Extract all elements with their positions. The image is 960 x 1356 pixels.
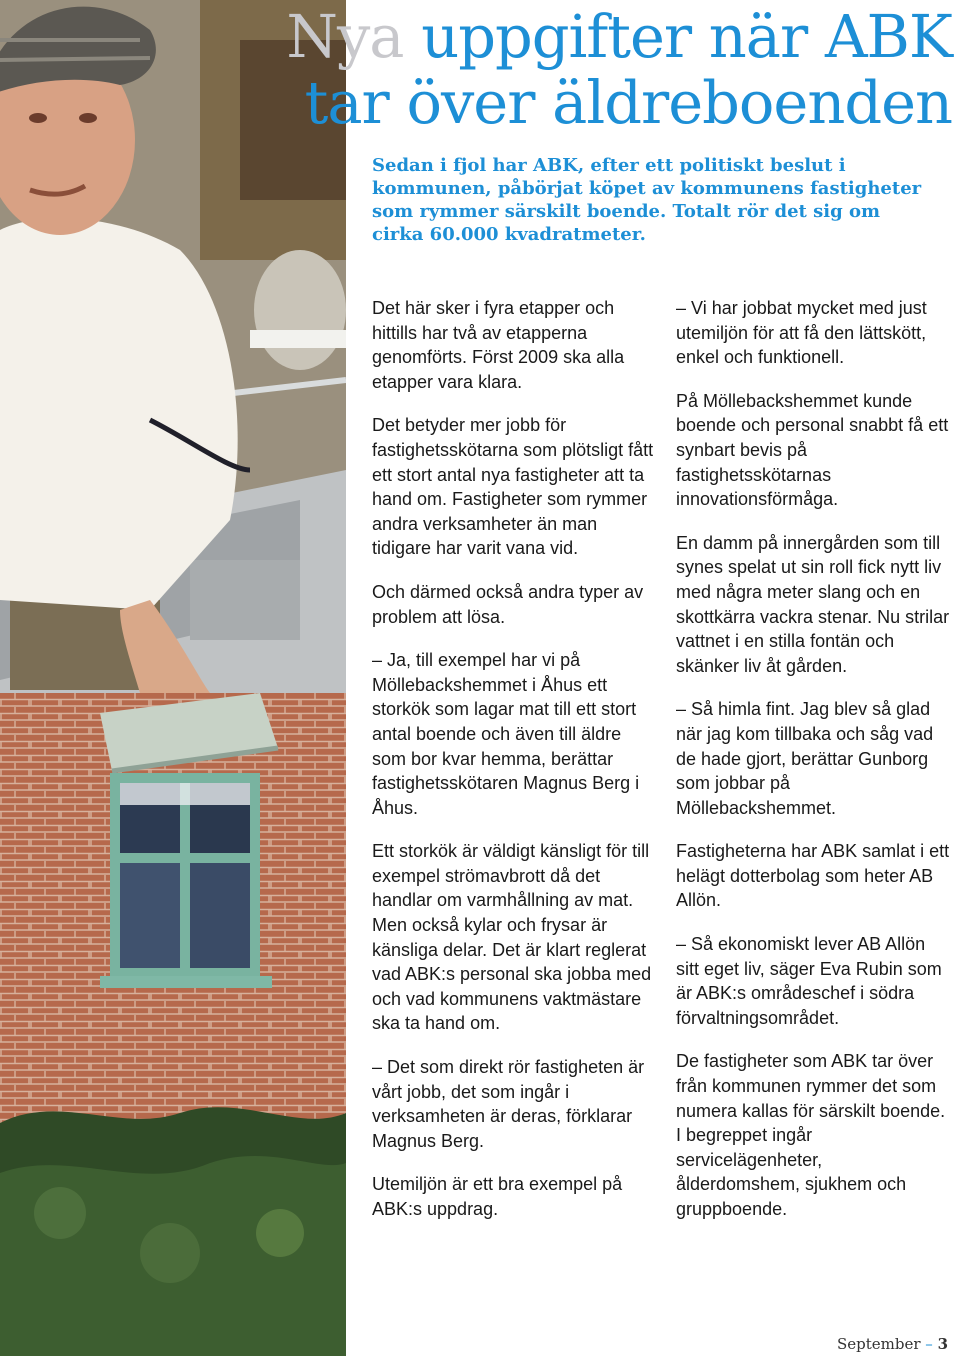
paragraph: Utemiljön är ett bra exempel på ABK:s uppdrag. (372, 1174, 623, 1219)
article-headline (0, 4, 952, 136)
paragraph: Ett storkök är väldigt känsligt för till exempel strömavbrott då det handlar om varmhållning av mat. Men också kylar och frysar är känsliga delar. Det är klart reglerat vad ABK:s personal ska jobba med och vad kommunens vaktmästare ska ta hand om. (372, 841, 652, 1034)
paragraph: En damm på innergården som till synes spelat ut sin roll fick nytt liv med några meter slang och en skottkärra vackra stenar. Nu strilar vattnet i en stilla fontän och skänker liv åt gården. (676, 532, 950, 676)
text-column-left (372, 296, 654, 1241)
text-column-right (676, 296, 950, 1241)
paragraph: Och därmed också andra typer av problem att lösa. (372, 581, 644, 627)
paragraph: På Möllebackshemmet kunde boende och personal snabbt få ett synbart bevis på fastighetsskötarnas innovationsförmåga. (676, 390, 949, 510)
paragraph: Det här sker i fyra etapper och hittills har två av etapperna genomförts. Först 2009 ska alla etapper vara klara. (372, 298, 625, 392)
paragraph: De fastigheter som ABK tar över från kommunen rymmer det som numera kallas för särskilt boende. I begreppet ingår servicelägenheter, ålderdomshem, sjukhem och gruppboende. (676, 1051, 946, 1219)
brick-house-window-photo (0, 693, 346, 1356)
page-footer (837, 1335, 948, 1353)
paragraph: Det betyder mer jobb för fastighetsskötarna som plötsligt fått ett stort antal nya fastigheter att ta hand om. Fastigheter som rymmer andra verksamheter än man tidigare har varit vana vid. (372, 415, 654, 559)
paragraph: – Det som direkt rör fastigheten är vårt jobb, det som ingår i verksamheten är deras, förklarar Magnus Berg. (372, 1057, 645, 1151)
headline-faded-word: Nya (286, 2, 404, 71)
headline-line-1-rest: uppgifter när ABK (421, 2, 952, 71)
headline-line-1 (0, 4, 952, 70)
paragraph: – Så ekonomiskt lever AB Allön sitt eget liv, säger Eva Rubin som är ABK:s områdeschef i södra förvaltningsområdet. (676, 934, 942, 1028)
headline-line-2: tar över äldreboenden (304, 68, 952, 137)
paragraph: – Ja, till exempel har vi på Möllebackshemmet i Åhus ett storkök som lagar mat till ett stort antal boende och även till äldre som bor kvar hemma, berättar fastighetsskötaren Magnus Berg i Åhus. (372, 650, 640, 818)
paragraph: – Så himla fint. Jag blev så glad när jag kom tillbaka och såg vad de hade gjort, berättar Gunborg som jobbar på Möllebackshemmet. (676, 699, 934, 818)
footer-month: September (836, 1335, 921, 1353)
paragraph: Fastigheterna har ABK samlat i ett helägt dotterbolag som heter AB Allön. (676, 841, 950, 911)
article-lead: Sedan i fjol har ABK, efter ett politiskt beslut i kommunen, påbörjat köpet av kommunens fastigheter som rymmer särskilt boende. Totalt rör det sig om cirka 60.000 kvadratmeter. (372, 155, 922, 245)
page-number: 3 (937, 1335, 948, 1353)
paragraph: – Vi har jobbat mycket med just utemiljön för att få den lättskött, enkel och funktionell. (676, 298, 927, 368)
footer-separator: – (925, 1335, 933, 1353)
